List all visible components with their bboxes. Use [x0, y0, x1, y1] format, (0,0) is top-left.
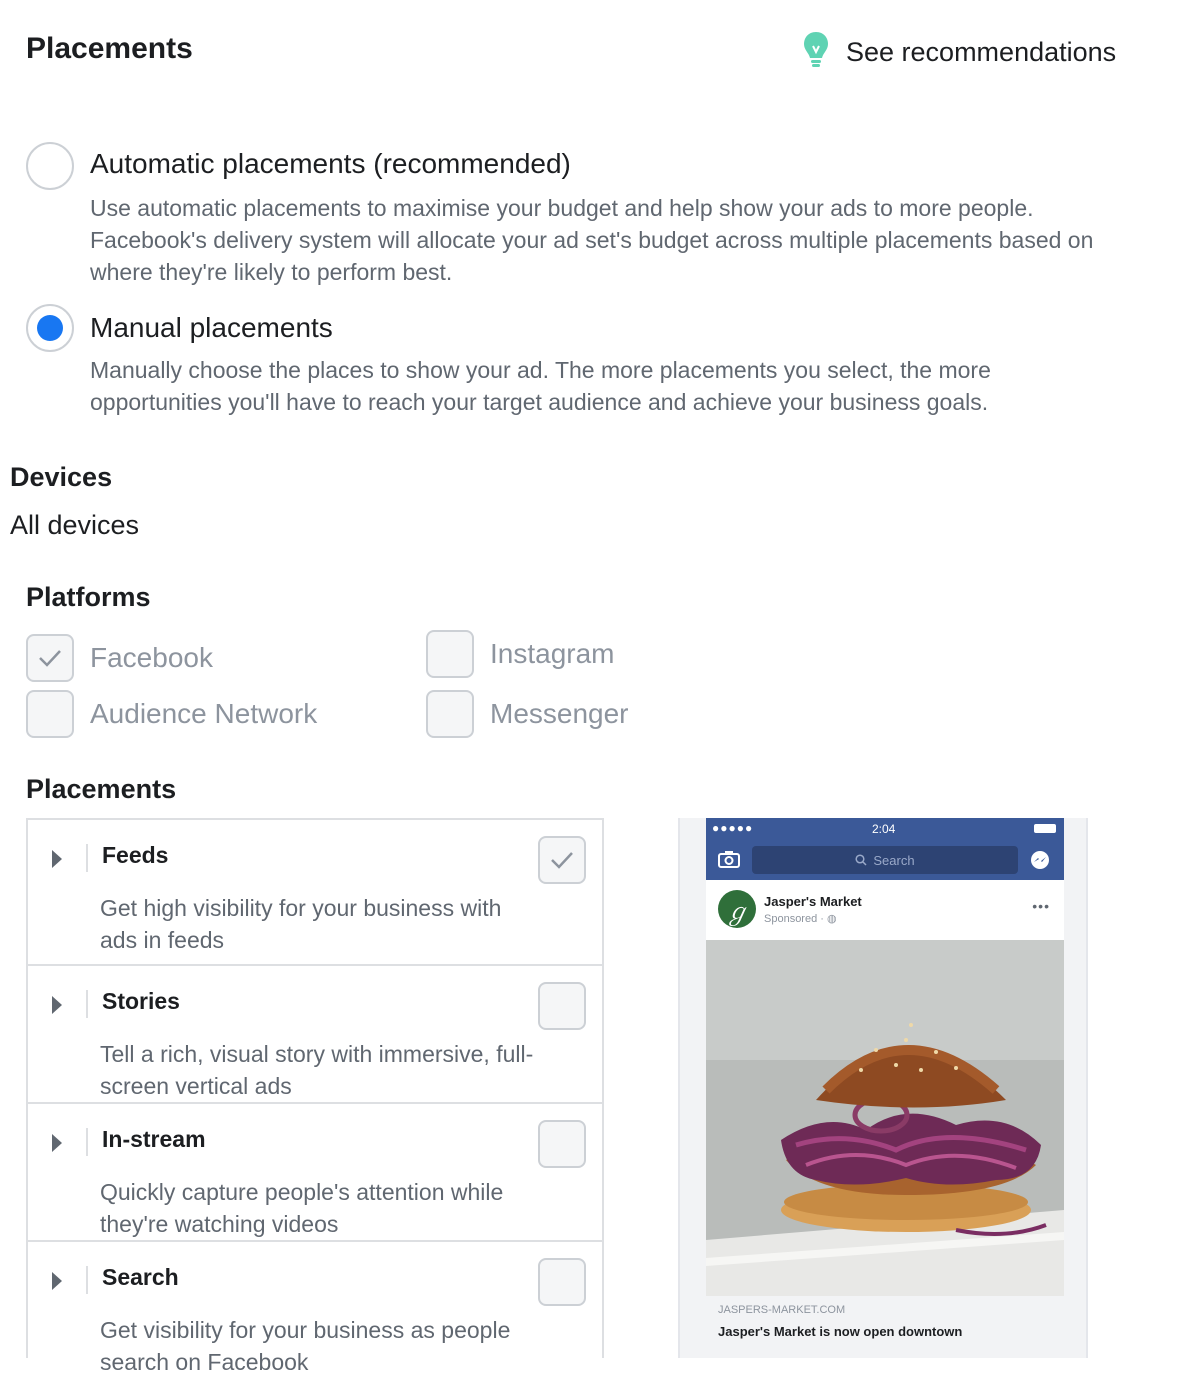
ad-caption[interactable] — [706, 1296, 1064, 1358]
globe-icon: ◍ — [826, 913, 837, 925]
expand-caret-icon[interactable] — [52, 996, 62, 1014]
facebook-checkbox[interactable] — [26, 634, 74, 682]
checkmark-icon — [547, 845, 577, 875]
burger-image — [706, 940, 1064, 1296]
battery-icon — [1034, 824, 1056, 833]
automatic-placements-radio[interactable] — [26, 142, 74, 190]
stories-checkbox[interactable] — [538, 982, 586, 1030]
manual-desc-line-2: opportunities you'll have to reach your target audience and achieve your business goals. — [90, 389, 989, 415]
placement-desc: Get high visibility for your business with ads in feeds — [100, 895, 502, 953]
camera-icon — [718, 850, 740, 873]
placement-desc: Quickly capture people's attention while they're watching videos — [100, 1179, 504, 1237]
page-avatar — [718, 890, 756, 928]
instagram-checkbox[interactable] — [426, 630, 474, 678]
manual-desc-line-1: Manually choose the places to show your ad. The more placements you select, the more — [90, 357, 991, 383]
ad-headline: Jasper's Market is now open downtown — [718, 1324, 963, 1339]
messenger-label: Messenger — [490, 698, 629, 729]
placement-row-search — [28, 1242, 602, 1380]
automatic-desc-line-2: Facebook's delivery system will allocate your ad set's budget across multiple placements based on — [90, 227, 1094, 253]
more-options-icon: ••• — [1032, 898, 1050, 914]
divider — [86, 1128, 88, 1156]
automatic-desc-line-1: Use automatic placements to maximise your budget and help show your ads to more people. — [90, 195, 1034, 221]
placement-desc: Tell a rich, visual story with immersive, full-screen vertical ads — [100, 1041, 534, 1099]
jaspers-logo-icon: ℊ — [725, 897, 749, 926]
expand-caret-icon[interactable] — [52, 1272, 62, 1290]
search-icon — [855, 854, 867, 866]
sponsored-label — [764, 912, 837, 925]
feeds-checkbox[interactable] — [538, 836, 586, 884]
instagram-label: Instagram — [490, 638, 615, 669]
devices-heading: Devices — [10, 462, 113, 492]
placement-row-stories — [28, 966, 602, 1104]
fb-search-placeholder: Search — [873, 852, 915, 868]
ad-image — [706, 940, 1064, 1296]
placement-name: Feeds — [102, 842, 169, 868]
devices-value[interactable]: All devices — [10, 510, 140, 540]
placement-row-feeds — [28, 820, 602, 966]
placement-name: Stories — [102, 988, 180, 1014]
placements-title: Placements — [26, 32, 193, 65]
manual-placements-title: Manual placements — [90, 312, 333, 343]
placement-name: In-stream — [102, 1126, 206, 1152]
status-bar — [706, 818, 1064, 840]
platforms-heading: Platforms — [26, 582, 151, 612]
placement-name: Search — [102, 1264, 179, 1290]
ad-preview — [678, 818, 1088, 1358]
ad-domain: JASPERS-MARKET.COM — [718, 1304, 846, 1316]
placements-list — [26, 818, 604, 1375]
see-recommendations-label: See recommendations — [846, 37, 1117, 67]
divider — [86, 1266, 88, 1294]
search-checkbox[interactable] — [538, 1258, 586, 1306]
sponsored-text: Sponsored · — [764, 913, 827, 925]
expand-caret-icon[interactable] — [52, 850, 62, 868]
placements-heading: Placements — [26, 774, 177, 804]
divider — [86, 844, 88, 872]
post-header — [706, 880, 1064, 940]
status-time: 2:04 — [872, 822, 896, 836]
messenger-icon — [1030, 850, 1050, 875]
lightbulb-icon — [802, 30, 830, 75]
see-recommendations-link[interactable] — [802, 30, 1116, 75]
fb-search-box[interactable] — [752, 846, 1018, 874]
in-stream-checkbox[interactable] — [538, 1120, 586, 1168]
poster-name: Jasper's Market — [764, 894, 862, 909]
placement-row-in-stream — [28, 1104, 602, 1242]
signal-icon: ●●●●● — [712, 821, 754, 835]
automatic-placements-desc — [90, 192, 1170, 288]
facebook-label: Facebook — [90, 642, 213, 673]
automatic-desc-line-3: where they're likely to perform best. — [90, 259, 453, 285]
checkmark-icon — [35, 643, 65, 673]
phone-screen — [706, 818, 1064, 1358]
fb-nav-bar — [706, 840, 1064, 880]
divider — [86, 990, 88, 1018]
automatic-placements-title: Automatic placements (recommended) — [90, 148, 571, 179]
placement-desc: Get visibility for your business as people search on Facebook — [100, 1317, 511, 1375]
audience-network-checkbox[interactable] — [26, 690, 74, 738]
messenger-checkbox[interactable] — [426, 690, 474, 738]
manual-placements-radio[interactable] — [26, 304, 74, 352]
manual-placements-desc — [90, 354, 1170, 418]
audience-network-label: Audience Network — [90, 698, 318, 729]
expand-caret-icon[interactable] — [52, 1134, 62, 1152]
